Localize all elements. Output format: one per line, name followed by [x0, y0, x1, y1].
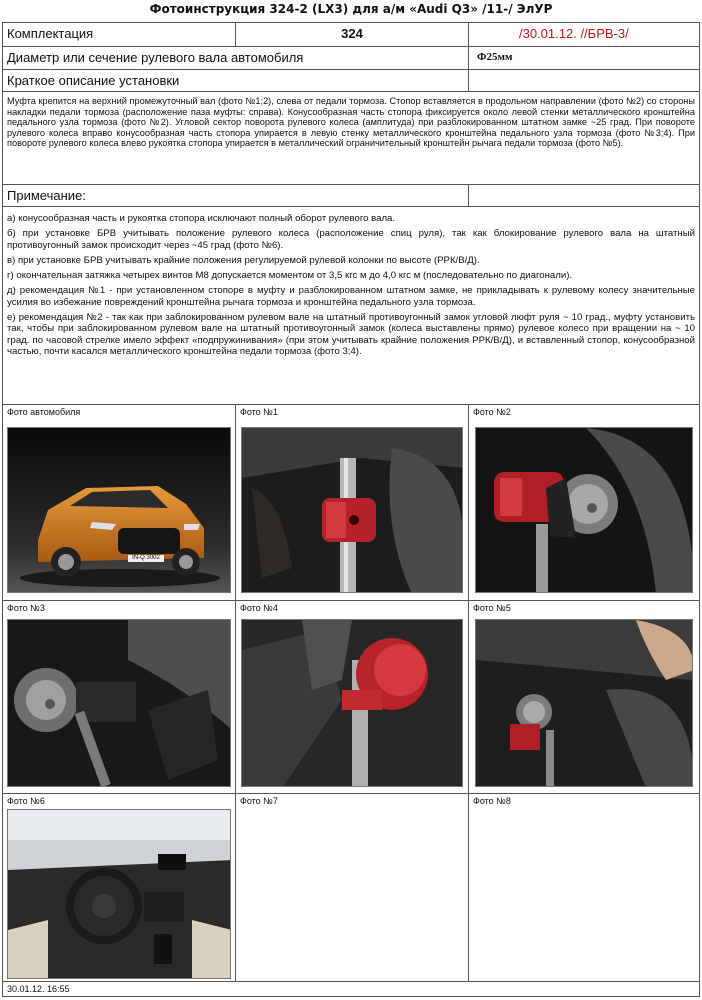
photo-1: [241, 427, 463, 593]
description-text: Муфта крепится на верхний промежуточный вал (фото №1;2), слева от педали тормоза. Стопор вставляется в продольном направлении (фото №2) со стороны накладки педали тормоза (расположение паза муфты: справа). Конусообразная часть стопора фиксируется около левой стенки металлического кронштейна педального узла тормоза (фото №2). Угловой сектор поворота рулевого колеса (амплитуда) при разблокированном штатном замке ~25 град. При повороте рулевого колеса вправо конусообразная часть стопора упирается в левую стенку металлического кронштейна педального узла тормоза (фото №3;4). При повороте рулевого колеса влево рукоятка стопора упирается в металлический ограничительный кронштейн рычага педали тормоза (фото №5).: [7, 96, 695, 149]
photo-3: [7, 619, 231, 787]
car-plate: IN-Q 3002: [132, 555, 160, 561]
notes-row: [3, 207, 699, 405]
photo-label: Фото №2: [473, 407, 511, 417]
photo-cell-4: [236, 601, 469, 793]
photo-cell-8: [469, 794, 699, 981]
photo-label: Фото №4: [240, 603, 278, 613]
kit-row: [3, 23, 699, 47]
photo-label: Фото №7: [240, 796, 278, 806]
notes-label: Примечание:: [3, 185, 469, 206]
photo-label: Фото №8: [473, 796, 511, 806]
instruction-sheet: [2, 22, 700, 997]
photo-label: Фото №6: [7, 796, 45, 806]
diameter-value: Ф25мм: [477, 51, 513, 63]
note-item: д) рекомендация №1 - при установленном стопоре в муфту и разблокированном штатном замке, не прикладывать к рулевому колесу значительные усилия во избежание повреждений кронштейна рычага тормоза и кронштейна педального узла тормоза.: [7, 285, 695, 308]
diameter-label: Диаметр или сечение рулевого вала автомобиля: [3, 47, 469, 69]
footer-date: 30.01.12. 16:55: [7, 984, 70, 994]
kit-version: /30.01.12. //БРВ-3/: [519, 26, 629, 41]
note-item: б) при установке БРВ учитывать положение рулевого колеса (расположение спиц руля), так как блокирование рулевого вала на штатный противоугонный замок происходит через ~45 град (фото №6).: [7, 228, 695, 251]
footer-row: [3, 982, 699, 997]
photo-row-2: [3, 601, 699, 794]
photo-2: [475, 427, 693, 593]
note-item: а) конусообразная часть и рукоятка стопора исключают полный оборот рулевого вала.: [7, 213, 396, 224]
notes-header-row: [3, 185, 699, 207]
photo-cell-2: [469, 405, 699, 600]
photo-row-3: [3, 794, 699, 982]
short-desc-row: [3, 70, 699, 92]
photo-label: Фото автомобиля: [7, 407, 81, 417]
short-desc-label: Краткое описание установки: [3, 70, 469, 91]
photo-row-1: [3, 405, 699, 601]
photo-cell-6: [3, 794, 236, 981]
photo-label: Фото №3: [7, 603, 45, 613]
car-photo: [7, 427, 231, 593]
note-item: г) окончательная затяжка четырех винтов М8 допускается моментом от 3,5 кгс м до 4,0 кгс м (последовательно по диагонали).: [7, 270, 573, 282]
kit-label: Комплектация: [3, 23, 236, 46]
photo-cell-car: [3, 405, 236, 600]
note-item: в) при установке БРВ учитывать крайние положения регулируемой рулевой колонки по высоте (РРК/В/Д).: [7, 254, 480, 266]
note-item: е) рекомендация №2 - так как при заблокированном рулевом вале на штатный противоугонный замок угловой люфт руля ~ 10 град., муфту установить так, чтобы при заблокированном рулевом вале на штатный противоугонный замок (колеса выставлены прямо) рулевое колесо при вращении на ~ 10 град. по часовой стрелке имело эффект «подпружинивания» (при этом учитывать крайние положения РРК/В/Д), и вставленный стопор, конусообразной частью, почти касался металлического кронштейна педали тормоза (фото 3;4).: [7, 312, 695, 357]
photo-6: [7, 809, 231, 979]
photo-label: Фото №1: [240, 407, 278, 417]
photo-5: [475, 619, 693, 787]
photo-4: [241, 619, 463, 787]
short-desc-empty: [469, 70, 699, 91]
photo-cell-5: [469, 601, 699, 793]
photo-cell-7: [236, 794, 469, 981]
kit-code: 324: [236, 23, 469, 46]
document-title: Фотоинструкция 324-2 (LX3) для а/м «Audi Q3» /11-/ ЭлУР: [149, 2, 553, 16]
photo-cell-1: [236, 405, 469, 600]
photo-label: Фото №5: [473, 603, 511, 613]
notes-header-empty: [469, 185, 699, 206]
description-row: [3, 92, 699, 185]
photo-cell-3: [3, 601, 236, 793]
diameter-row: [3, 47, 699, 70]
